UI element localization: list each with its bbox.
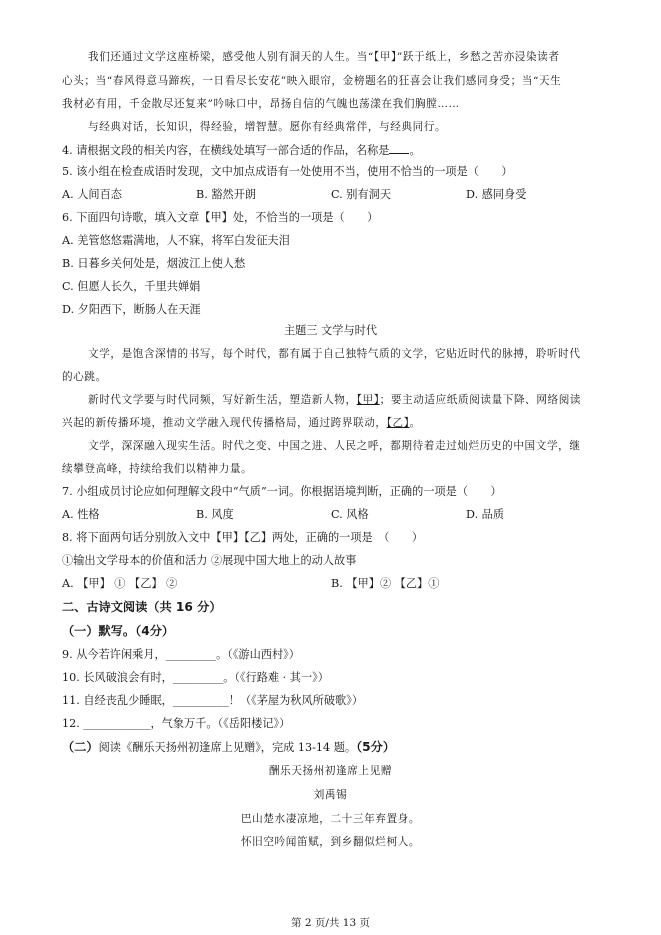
p2-text-c: 兴起的新传播环境，推动文学融入现代传播格局，通过跨界联动， [62, 417, 387, 429]
p2-text-d: 。 [409, 417, 421, 429]
question-4-text: 4. 请根据文段的相关内容，在横线处填写一部合适的作品，名称是 [62, 144, 390, 157]
q5-option-b[interactable]: B. 豁然开朗 [196, 188, 257, 201]
theme-3-title: 主题三 文学与时代 [283, 324, 378, 337]
p2-text-a: 新时代文学要与时代同频，写好新生活，塑造新人物， [88, 394, 357, 406]
part-2-label: （二） [62, 740, 99, 754]
question-8-sentences: ①输出文学母本的价值和活力 ②展现中国大地上的动人故事 [62, 554, 357, 567]
q5-option-a[interactable]: A. 人间百态 [62, 188, 122, 201]
q7-option-d[interactable]: D. 品质 [466, 508, 505, 521]
question-5: 5. 该小组在检查成语时发现，文中加点成语有一处使用不当，使用不恰当的一项是（ ） [62, 165, 513, 178]
poem-author: 刘禹锡 [313, 789, 348, 801]
theme-3-p2-line-1 [88, 392, 581, 408]
theme-3-p2-line-2 [62, 415, 421, 431]
q8-option-b[interactable]: B. 【甲】② 【乙】① [331, 577, 440, 590]
answer-blank[interactable] [389, 142, 409, 154]
section-2-part-1: （一）默写。（4分） [62, 624, 175, 638]
question-8: 8. 将下面两句话分别放入文中【甲】【乙】两处，正确的一项是 （ ） [62, 531, 424, 544]
q8-option-a[interactable]: A. 【甲】 ① 【乙】 ② [62, 577, 178, 590]
marker-yi: 【乙】 [386, 417, 410, 429]
theme-3-p1-line-2: 的心跳。 [62, 371, 107, 383]
poem-title: 酬乐天扬州初逢席上见赠 [268, 765, 393, 777]
marker-jia: 【甲】 [356, 394, 380, 406]
question-10: 10. 长风破浪会有时，_________。（《行路难 · 其一》） [62, 671, 329, 684]
q5-option-c[interactable]: C. 别有洞天 [331, 188, 392, 201]
theme-3-p3-line-1: 文学，深深融入现实生活。时代之变、中国之进、人民之呼，都期待着走过灿烂历史的中国文学，继 [88, 440, 581, 452]
theme-3-p1-line-1: 文学，是饱含深情的书写，每个时代，都有属于自己独特气质的文学，它贴近时代的脉搏，聆听时代 [88, 348, 581, 360]
q6-option-d[interactable]: D. 夕阳西下，断肠人在天涯 [62, 303, 201, 316]
q6-option-c[interactable]: C. 但愿人长久，千里共婵娟 [62, 280, 201, 293]
passage-line-4: 与经典对话，长知识，得经验，增智慧。愿你有经典常伴，与经典同行。 [88, 121, 447, 133]
q5-option-d[interactable]: D. 感同身受 [466, 188, 527, 201]
p2-text-b: ；要主动适应纸质阅读量下降、网络阅读 [379, 394, 582, 406]
q7-option-b[interactable]: B. 风度 [196, 508, 234, 521]
passage-line-1: 我们还通过文学这座桥梁，感受他人别有洞天的人生。当“【甲】”跃于纸上，乡愁之苦亦浸染读者 [88, 51, 560, 63]
q6-option-a[interactable]: A. 羌管悠悠霜满地，人不寐，将军白发征夫泪 [62, 234, 290, 247]
question-4-end: 。 [409, 144, 421, 157]
question-9: 9. 从今若许闲乘月，_________。（《游山西村》） [62, 648, 300, 661]
question-12: 12. ____________，气象万千。（《岳阳楼记》） [62, 717, 291, 730]
question-11: 11. 自经丧乱少睡眠，__________！（《茅屋为秋风所破歌》） [62, 694, 364, 707]
passage-line-2: 心头；当“春风得意马蹄疾，一日看尽长安花”映入眼帘，金榜题名的狂喜会让我们感同身受；当“天生 [62, 75, 562, 87]
q6-option-b[interactable]: B. 日暮乡关何处是，烟波江上使人愁 [62, 257, 246, 270]
section-2-part-2 [62, 739, 395, 756]
poem-line-2: 怀旧空吟闻笛赋，到乡翻似烂柯人。 [240, 836, 421, 848]
question-7: 7. 小组成员讨论应如何理解文段中“气质”一词。你根据语境判断，正确的一项是（ ） [62, 485, 502, 498]
question-6: 6. 下面四句诗歌，填入文章【甲】处，不恰当的一项是（ ） [62, 211, 379, 224]
part-2-score: （5分） [356, 740, 396, 754]
q7-option-a[interactable]: A. 性格 [62, 508, 100, 521]
page-footer: 第 2 页/共 13 页 [291, 917, 370, 929]
poem-line-1: 巴山楚水凄凉地，二十三年弃置身。 [240, 813, 421, 825]
q7-option-c[interactable]: C. 风格 [331, 508, 369, 521]
section-2-title: 二、古诗文阅读（共 16 分） [62, 600, 222, 614]
question-4 [62, 142, 421, 159]
passage-line-3: 我材必有用，千金散尽还复来”吟咏口中，昂扬自信的气魄也荡漾在我们胸膛…… [62, 98, 460, 110]
theme-3-p3-line-2: 续攀登高峰，持续给我们以精神力量。 [62, 463, 253, 475]
part-2-instruction: 阅读《酬乐天扬州初逢席上见赠》，完成 13-14 题。 [98, 741, 357, 754]
